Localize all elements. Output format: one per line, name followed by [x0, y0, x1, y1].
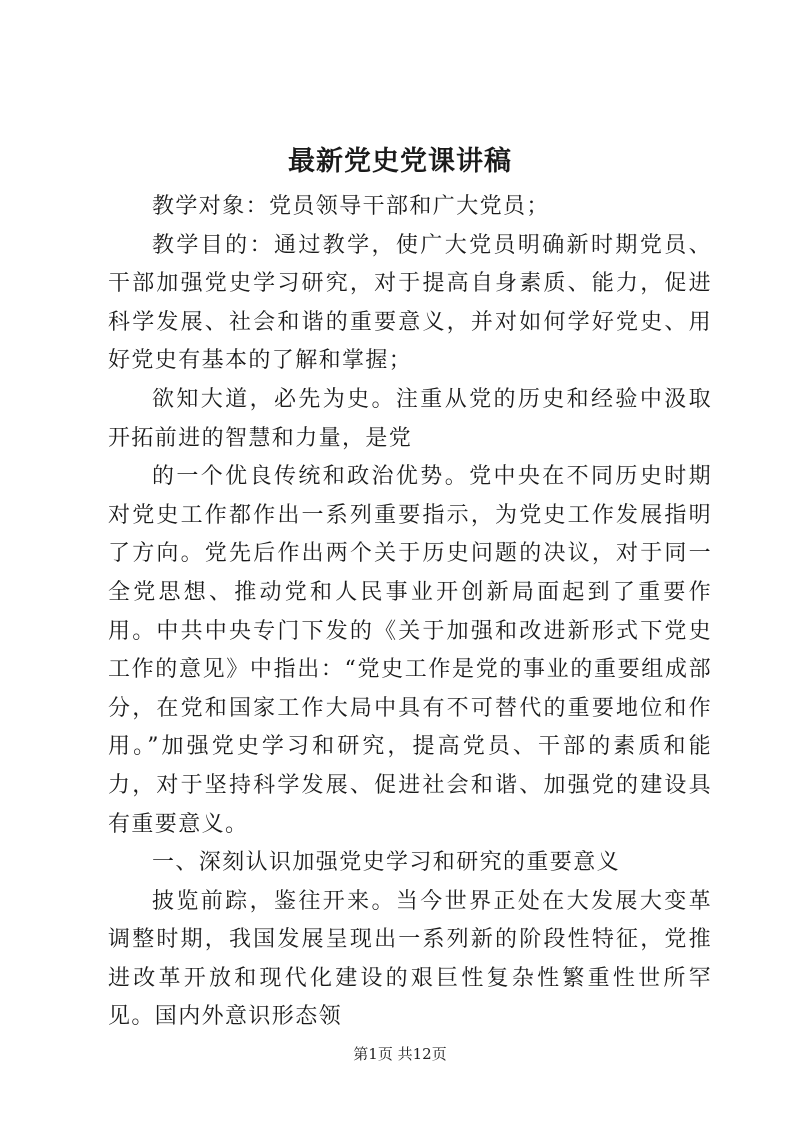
document-body: [108, 188, 712, 1037]
page-number-footer: 第1页 共12页: [353, 1045, 447, 1063]
paragraph-intro: 欲知大道，必先为史。注重从党的历史和经验中汲取开拓前进的智慧和力量，是党: [108, 386, 712, 451]
document-title: 最新党史党课讲稿: [288, 146, 512, 177]
paragraph-tradition: 的一个优良传统和政治优势。党中央在不同历史时期对党史工作都作出一系列重要指示，为党史工作发展指明了方向。党先后作出两个关于历史问题的决议，对于同一全党思想、推动党和人民事业开创新局面起到了重要作用。中共中央专门下发的《关于加强和改进新形式下党史工作的意见》中指出：“党史工作是党的事业的重要组成部分，在党和国家工作大局中具有不可替代的重要地位和作用。”加强党史学习和研究，提高党员、干部的素质和能力，对于坚持科学发展、促进社会和谐、加强党的建设具有重要意义。: [108, 464, 712, 837]
section-heading: 一、深刻认识加强党史学习和研究的重要意义: [152, 850, 621, 876]
paragraph-audience: 教学对象：党员领导干部和广大党员；: [152, 194, 550, 219]
paragraph-context: 披览前踪，鉴往开来。当今世界正处在大发展大变革调整时期，我国发展呈现出一系列新的阶段性特征，党推进改革开放和现代化建设的艰巨性复杂性繁重性世所罕见。国内外意识形态领: [108, 888, 712, 1030]
paragraph-purpose: 教学目的：通过教学，使广大党员明确新时期党员、干部加强党史学习研究，对于提高自身素质、能力，促进科学发展、社会和谐的重要意义，并对如何学好党史、用好党史有基本的了解和掌握；: [108, 232, 712, 374]
